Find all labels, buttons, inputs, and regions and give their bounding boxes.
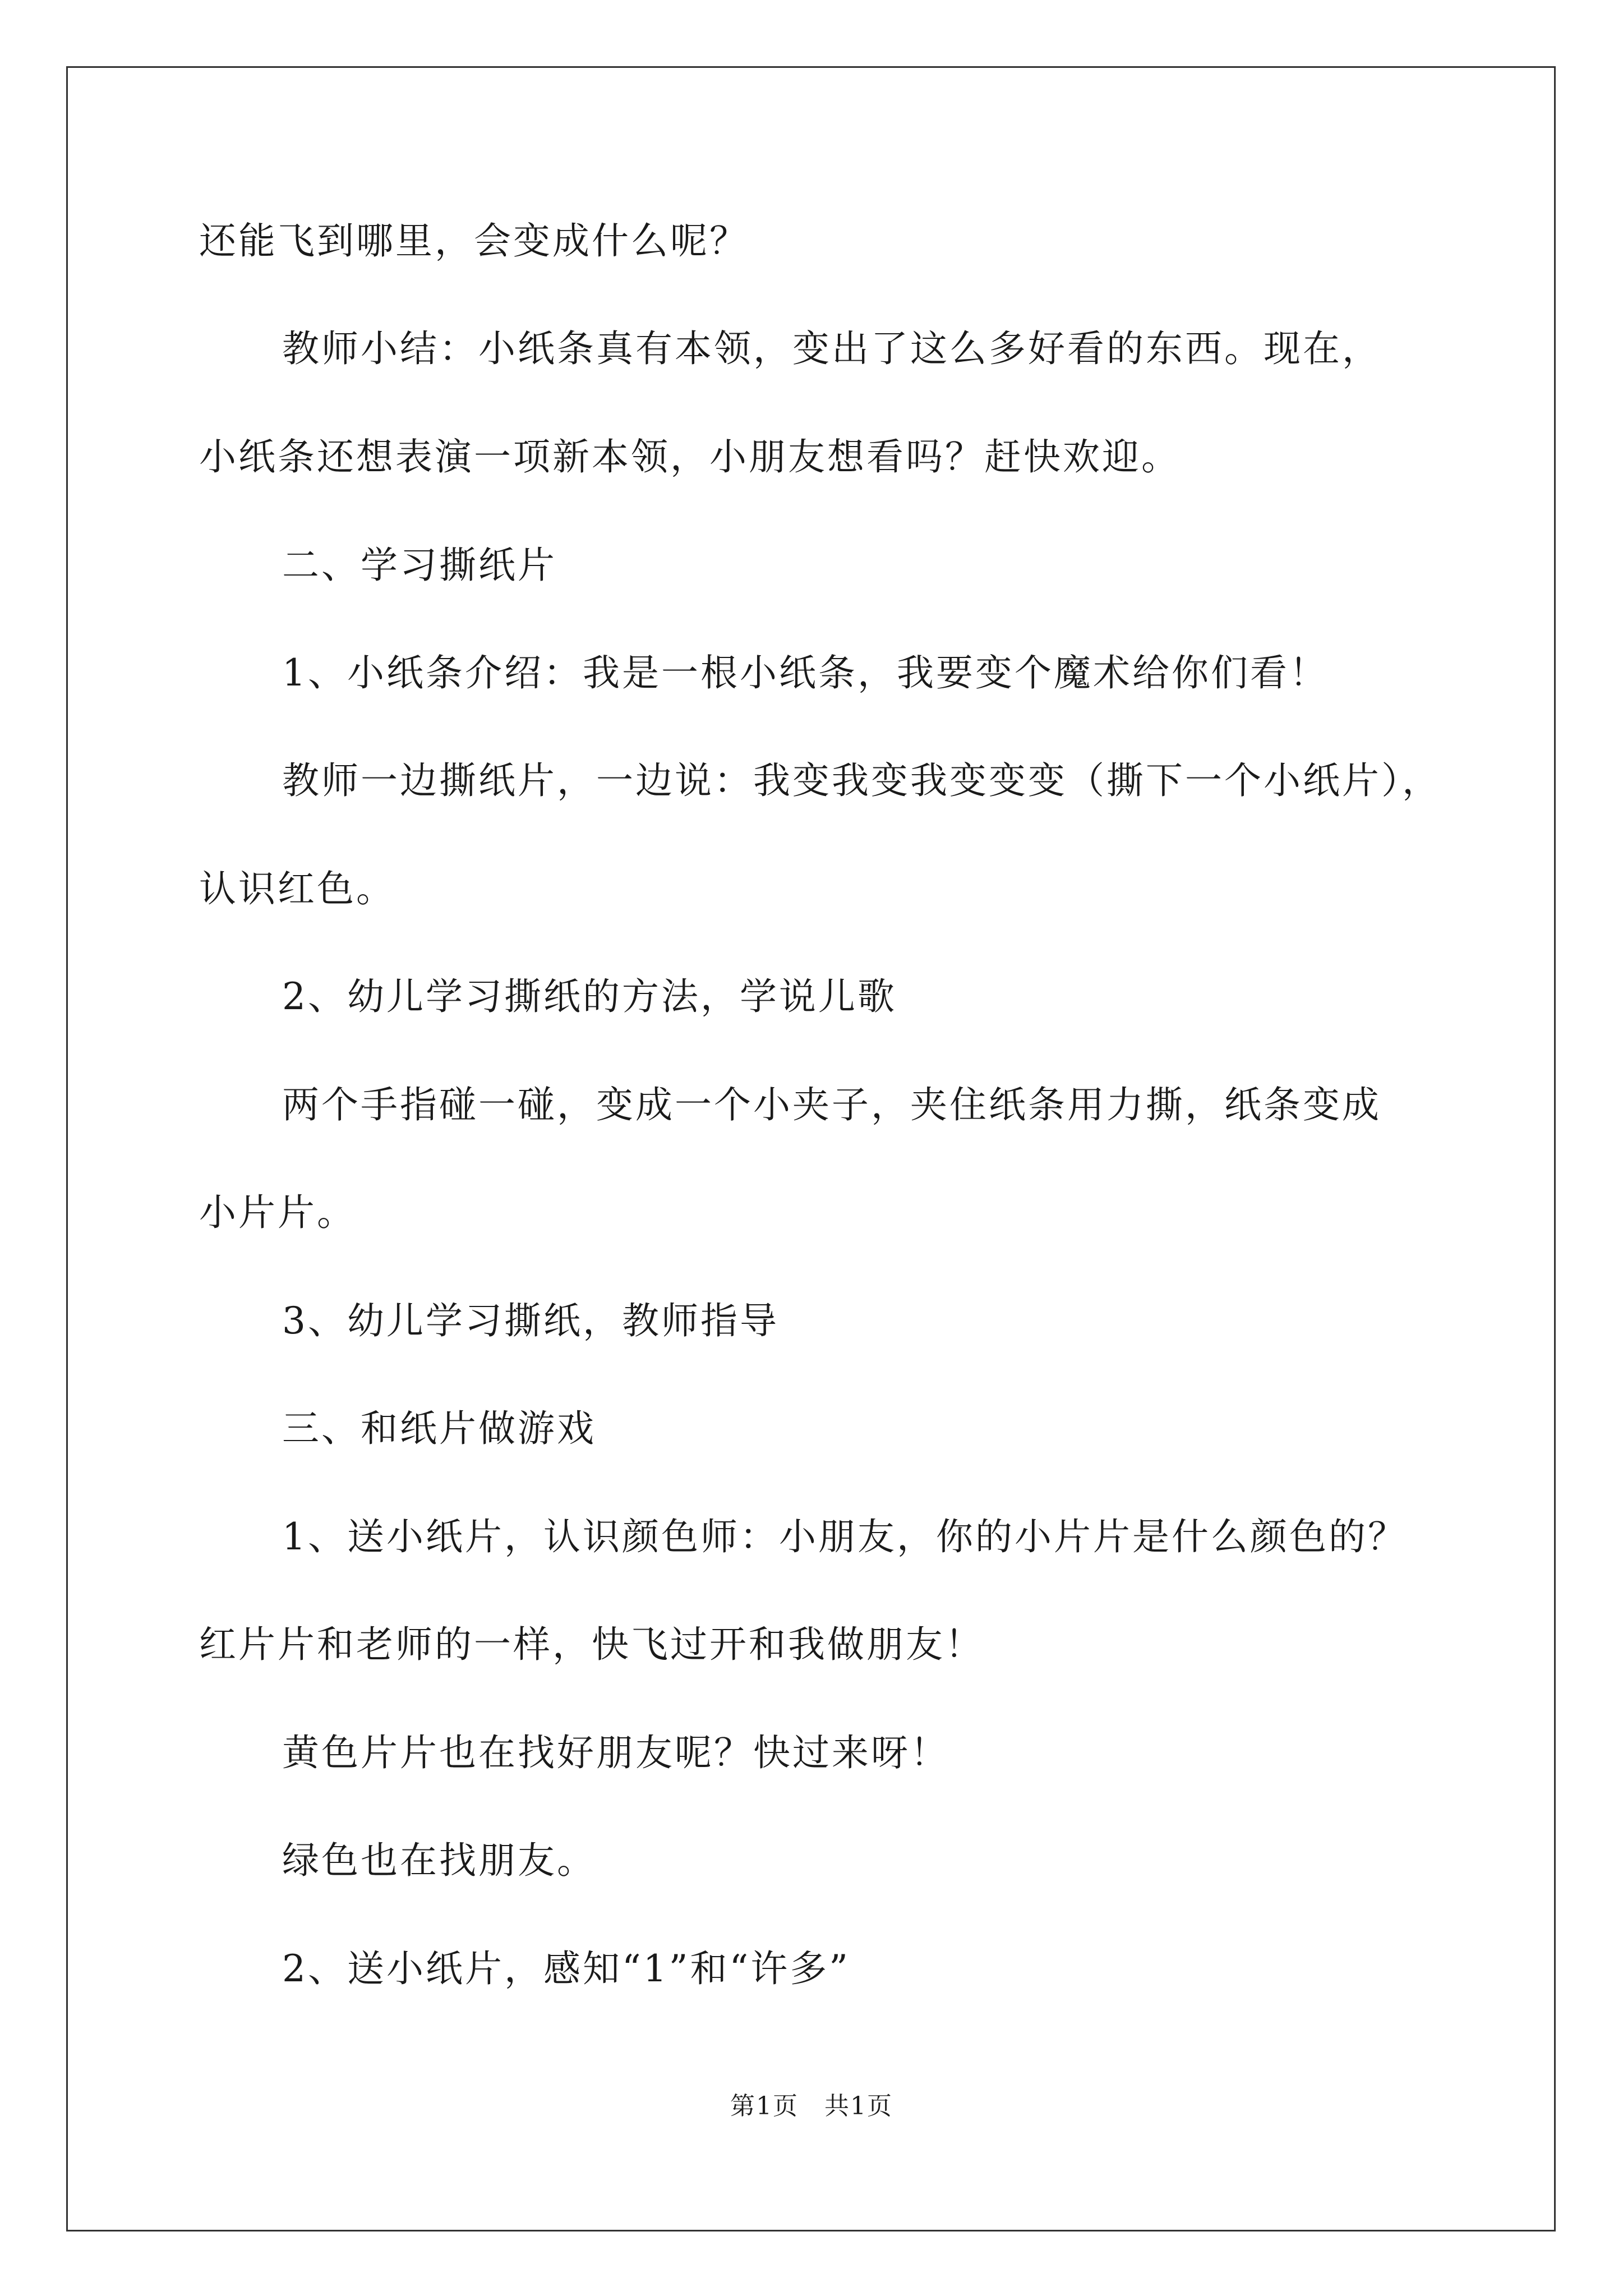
- text-line: 红片片和老师的一样，快飞过开和我做朋友！: [199, 1623, 984, 1666]
- text-line: 1、小纸条介绍：我是一根小纸条，我要变个魔术给你们看！: [282, 651, 1329, 694]
- text-line: 1、送小纸片，认识颜色师：小朋友，你的小片片是什么颜色的？: [282, 1515, 1407, 1558]
- text-line: 黄色片片也在找好朋友呢？快过来呀！: [282, 1731, 949, 1774]
- text-line: 2、送小纸片，感知“1”和“许多”: [282, 1947, 850, 1990]
- text-line: 两个手指碰一碰，变成一个小夹子，夹住纸条用力撕，纸条变成: [282, 1083, 1381, 1126]
- text-line: 绿色也在找朋友。: [282, 1839, 596, 1882]
- text-line: 小片片。: [199, 1191, 356, 1234]
- section-heading: 三、和纸片做游戏: [282, 1407, 596, 1450]
- text-line: 还能飞到哪里，会变成什么呢？: [199, 219, 749, 263]
- text-line: 认识红色。: [199, 867, 395, 910]
- text-line: 2、幼儿学习撕纸的方法，学说儿歌: [282, 975, 897, 1018]
- section-heading: 二、学习撕纸片: [282, 544, 557, 587]
- text-line: 教师一边撕纸片，一边说：我变我变我变变变（撕下一个小纸片），: [282, 759, 1441, 802]
- page-number: 第1页 共1页: [730, 2092, 893, 2120]
- text-line: 3、幼儿学习撕纸，教师指导: [282, 1299, 779, 1342]
- page-border: [66, 66, 1556, 2231]
- text-line: 教师小结：小纸条真有本领，变出了这么多好看的东西。现在，: [282, 327, 1381, 370]
- text-line: 小纸条还想表演一项新本领，小朋友想看吗？赶快欢迎。: [199, 435, 1181, 478]
